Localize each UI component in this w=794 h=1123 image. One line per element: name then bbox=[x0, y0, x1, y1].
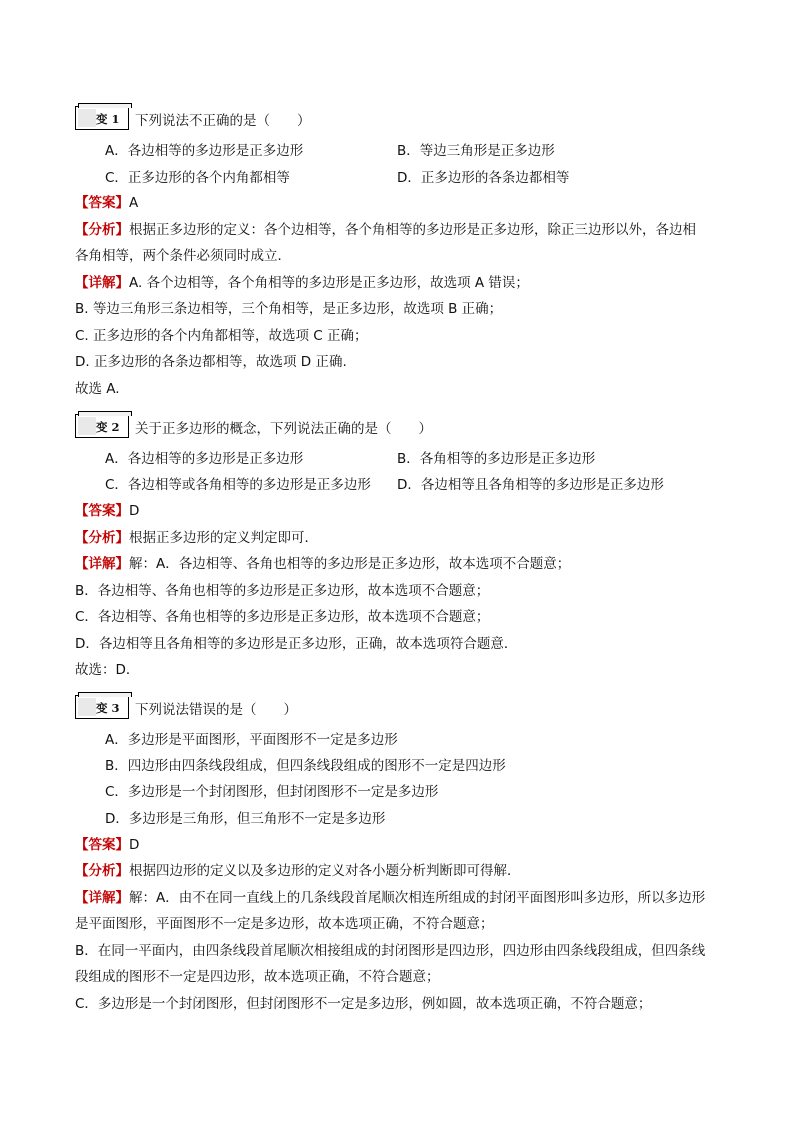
conclusion: 故选：D． bbox=[75, 662, 140, 678]
variant-1-header bbox=[75, 106, 794, 132]
detail-label: 【详解】 bbox=[75, 890, 129, 906]
analysis-line bbox=[75, 221, 696, 239]
question-text: 下列说法错误的是（ ） bbox=[135, 702, 297, 718]
detail-text: D. 正多边形的各条边都相等，故选项 D 正确. bbox=[75, 354, 347, 370]
analysis-line bbox=[75, 529, 318, 547]
variant-tag: 变 3 bbox=[96, 701, 120, 715]
answer-value: A bbox=[129, 195, 139, 211]
analysis-text-cont: 各角相等，两个条件必须同时成立． bbox=[75, 248, 291, 264]
detail-text: 解：A．各边相等、各角也相等的多边形是正多边形，故本选项不合题意； bbox=[129, 556, 571, 572]
detail-text: C．各边相等、各角也相等的多边形是正多边形，故本选项不合题意； bbox=[75, 609, 490, 625]
analysis-label: 【分析】 bbox=[75, 530, 129, 546]
detail-text: B. 等边三角形三条边相等，三个角相等，是正多边形，故选项 B 正确； bbox=[75, 301, 503, 317]
conclusion: 故选 A. bbox=[75, 381, 120, 397]
detail-text: B．在同一平面内，由四条线段首尾顺次相接组成的封闭图形是四边形，四边形由四条线段组成，但四条线 bbox=[75, 943, 706, 959]
detail-text: C. 正多边形的各个内角都相等，故选项 C 正确； bbox=[75, 328, 368, 344]
analysis-text: 根据四边形的定义以及多边形的定义对各小题分析判断即可得解． bbox=[129, 863, 521, 879]
analysis-label: 【分析】 bbox=[75, 222, 129, 238]
answer-label: 【答案】 bbox=[75, 503, 129, 519]
question-text: 下列说法不正确的是（ ） bbox=[135, 113, 311, 129]
detail-line bbox=[75, 274, 529, 292]
detail-label: 【详解】 bbox=[75, 275, 129, 291]
answer-label: 【答案】 bbox=[75, 837, 129, 853]
option-c: C．正多边形的各个内角都相等 bbox=[105, 170, 290, 186]
detail-line bbox=[75, 889, 705, 907]
detail-text: 是平面图形，平面图形不一定是多边形，故本选项正确，不符合题意； bbox=[75, 916, 494, 932]
question-text: 关于正多边形的概念，下列说法正确的是（ ） bbox=[135, 421, 432, 437]
variant-tag-box bbox=[75, 414, 129, 438]
option-a: A．各边相等的多边形是正多边形 bbox=[105, 451, 304, 467]
variant-tag: 变 1 bbox=[96, 112, 120, 126]
variant-tag-box bbox=[75, 695, 129, 719]
analysis-label: 【分析】 bbox=[75, 863, 129, 879]
option-d: D．各边相等且各角相等的多边形是正多边形 bbox=[397, 477, 664, 493]
answer-line bbox=[75, 194, 138, 212]
option-a: A．各边相等的多边形是正多边形 bbox=[105, 143, 304, 159]
option-b: B．等边三角形是正多边形 bbox=[397, 143, 555, 159]
detail-text: A. 各个边相等，各个角相等的多边形是正多边形，故选项 A 错误； bbox=[129, 275, 529, 291]
option-b: B．各角相等的多边形是正多边形 bbox=[397, 451, 596, 467]
analysis-text: 根据正多边形的定义判定即可． bbox=[129, 530, 318, 546]
answer-label: 【答案】 bbox=[75, 195, 129, 211]
answer-line bbox=[75, 836, 139, 854]
detail-text: 解：A．由不在同一直线上的几条线段首尾顺次相连所组成的封闭平面图形叫多边形，所以多边形 bbox=[129, 890, 706, 906]
detail-label: 【详解】 bbox=[75, 556, 129, 572]
variant-2-header bbox=[75, 414, 794, 440]
option-c: C．各边相等或各角相等的多边形是正多边形 bbox=[105, 477, 371, 493]
detail-text: 段组成的图形不一定是四边形，故本选项正确，不符合题意； bbox=[75, 969, 440, 985]
analysis-line bbox=[75, 862, 521, 880]
variant-3-header bbox=[75, 695, 794, 721]
detail-line bbox=[75, 555, 570, 573]
analysis-text: 根据正多边形的定义：各个边相等，各个角相等的多边形是正多边形，除正三边形以外，各边相 bbox=[129, 222, 696, 238]
option-d: D．多边形是三角形，但三角形不一定是多边形 bbox=[105, 811, 386, 827]
detail-text: B．各边相等、各角也相等的多边形是正多边形，故本选项不合题意； bbox=[75, 583, 490, 599]
detail-text: C．多边形是一个封闭图形，但封闭图形不一定是多边形，例如圆，故本选项正确，不符合题意； bbox=[75, 996, 652, 1012]
option-d: D．正多边形的各条边都相等 bbox=[397, 170, 570, 186]
answer-value: D bbox=[129, 837, 140, 853]
variant-tag-box bbox=[75, 106, 129, 130]
answer-value: D bbox=[129, 503, 140, 519]
detail-text: D．各边相等且各角相等的多边形是正多边形，正确，故本选项符合题意． bbox=[75, 636, 518, 652]
option-b: B．四边形由四条线段组成，但四条线段组成的图形不一定是四边形 bbox=[105, 758, 506, 774]
variant-tag: 变 2 bbox=[96, 420, 120, 434]
option-a: A．多边形是平面图形，平面图形不一定是多边形 bbox=[105, 732, 398, 748]
option-c: C．多边形是一个封闭图形，但封闭图形不一定是多边形 bbox=[105, 784, 439, 800]
answer-line bbox=[75, 502, 139, 520]
